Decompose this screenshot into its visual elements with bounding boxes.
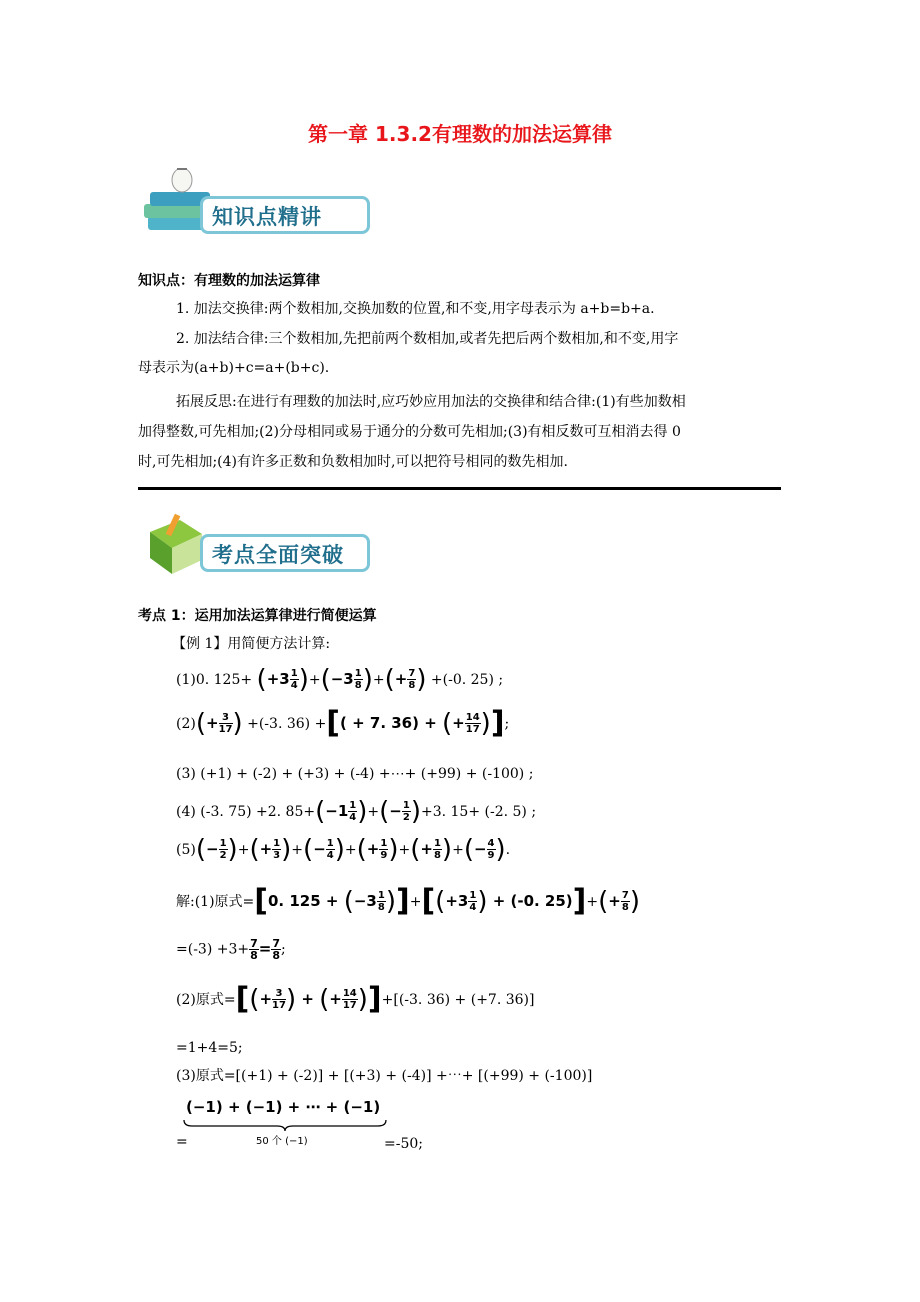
q4-suffix: +3. 15+ (-2. 5) ; bbox=[420, 804, 537, 820]
question-2: (2)(+ $\frac{3}{17}$ ) +(-3. 36) +[( + 7. 36) + (+ $\frac{14}{17}$ )]; bbox=[176, 705, 510, 741]
q2-mid: +(-3. 36) + bbox=[247, 716, 327, 732]
question-5: (5)(− $\frac{1}{2}$ )+(+ $\frac{1}{3}$ )+(− $\frac{1}{4}$ )+(+ $\frac{1}{9}$ )+(+ $\frac{1}{8}$ )+(− $\frac{4}{9}$ ). bbox=[176, 834, 511, 865]
solution-3: (3)原式=[(+1) + (-2)] + [(+3) + (-4)] +⋯+ [(+99) + (-100)] bbox=[176, 1068, 593, 1084]
underbrace bbox=[182, 1118, 388, 1132]
solution-2: (2)原式=[(+ $\frac{3}{17}$ ) + (+ $\frac{14}{17}$ )]+[(-3. 36) + (+7. 36)] bbox=[176, 981, 535, 1017]
extension-line-2: 加得整数,可先相加;(2)分母相同或易于通分的分数可先相加;(3)有相反数可互相消去得 0 bbox=[138, 424, 681, 440]
q2-bracket: ( + 7. 36) + bbox=[340, 714, 437, 732]
sol1-prefix: 解:(1)原式= bbox=[176, 894, 255, 910]
brace-expression-bottom: 50 个 (−1) bbox=[256, 1136, 308, 1147]
sol2-suffix: +[(-3. 36) + (+7. 36)] bbox=[381, 992, 535, 1008]
question-4: (4) (-3. 75) +2. 85+(−1 $\frac{1}{4}$ )+(− $\frac{1}{2}$ )+3. 15+ (-2. 5) ; bbox=[176, 796, 537, 827]
banner-knowledge-label: 知识点精讲 bbox=[212, 205, 322, 229]
exam-banner bbox=[140, 528, 380, 580]
solution-3-equals: = bbox=[176, 1134, 188, 1150]
q2-prefix: (2) bbox=[176, 716, 196, 732]
sol1-result: =(-3) +3+ bbox=[176, 941, 250, 958]
exam-point-heading: 考点 1：运用加法运算律进行简便运算 bbox=[138, 608, 377, 624]
extension-line-3: 时,可先相加;(4)有许多正数和负数相加时,可以把符号相同的数先相加. bbox=[138, 454, 568, 470]
question-1: (1)0. 125+ (+3 $\frac{1}{4}$ )+(−3 $\frac{1}{8}$ )+(+ $\frac{7}{8}$ ) +(-0. 25) ; bbox=[176, 664, 504, 695]
knowledge-heading: 知识点：有理数的加法运算律 bbox=[138, 273, 320, 289]
q1-suffix: +(-0. 25) ; bbox=[430, 672, 504, 688]
q4-prefix: (4) (-3. 75) +2. 85+ bbox=[176, 804, 316, 820]
sol1-bracket-2: + (-0. 25) bbox=[492, 892, 573, 910]
solution-3-result: =-50; bbox=[384, 1136, 423, 1152]
q1-prefix: (1)0. 125+ bbox=[176, 672, 253, 688]
example-label: 【例 1】用简便方法计算: bbox=[172, 636, 331, 652]
knowledge-item-1: 1. 加法交换律:两个数相加,交换加数的位置,和不变,用字母表示为 a+b=b+a. bbox=[176, 301, 655, 317]
knowledge-banner bbox=[140, 190, 380, 242]
sol2-prefix: (2)原式= bbox=[176, 992, 236, 1008]
banner-exam-label: 考点全面突破 bbox=[212, 543, 344, 567]
knowledge-item-2: 2. 加法结合律:三个数相加,先把前两个数相加,或者先把后两个数相加,和不变,用字 bbox=[176, 331, 679, 347]
extension-line-1: 拓展反思:在进行有理数的加法时,应巧妙应用加法的交换律和结合律:(1)有些加数相 bbox=[176, 394, 686, 410]
section-divider bbox=[138, 487, 781, 490]
solution-2-result: =1+4=5; bbox=[176, 1040, 243, 1056]
knowledge-item-2-cont: 母表示为(a+b)+c=a+(b+c). bbox=[138, 360, 330, 376]
q5-prefix: (5) bbox=[176, 842, 196, 858]
question-3: (3) (+1) + (-2) + (+3) + (-4) +⋯+ (+99) + (-100) ; bbox=[176, 766, 534, 782]
sol1-bracket-1: 0. 125 + bbox=[268, 892, 339, 910]
brace-expression-top: (−1) + (−1) + ⋯ + (−1) bbox=[186, 1098, 381, 1116]
solution-1-result: =(-3) +3+ $\frac{7}{8}$ = $\frac{7}{8}$ ; bbox=[176, 937, 286, 962]
solution-1: 解:(1)原式=[0. 125 + (−3 $\frac{1}{8}$ )]+[(+3 $\frac{1}{4}$ ) + (-0. 25)]+(+ $\frac{7}{8}$ ) bbox=[176, 883, 640, 919]
page-title: 第一章 1.3.2有理数的加法运算律 bbox=[308, 122, 612, 146]
